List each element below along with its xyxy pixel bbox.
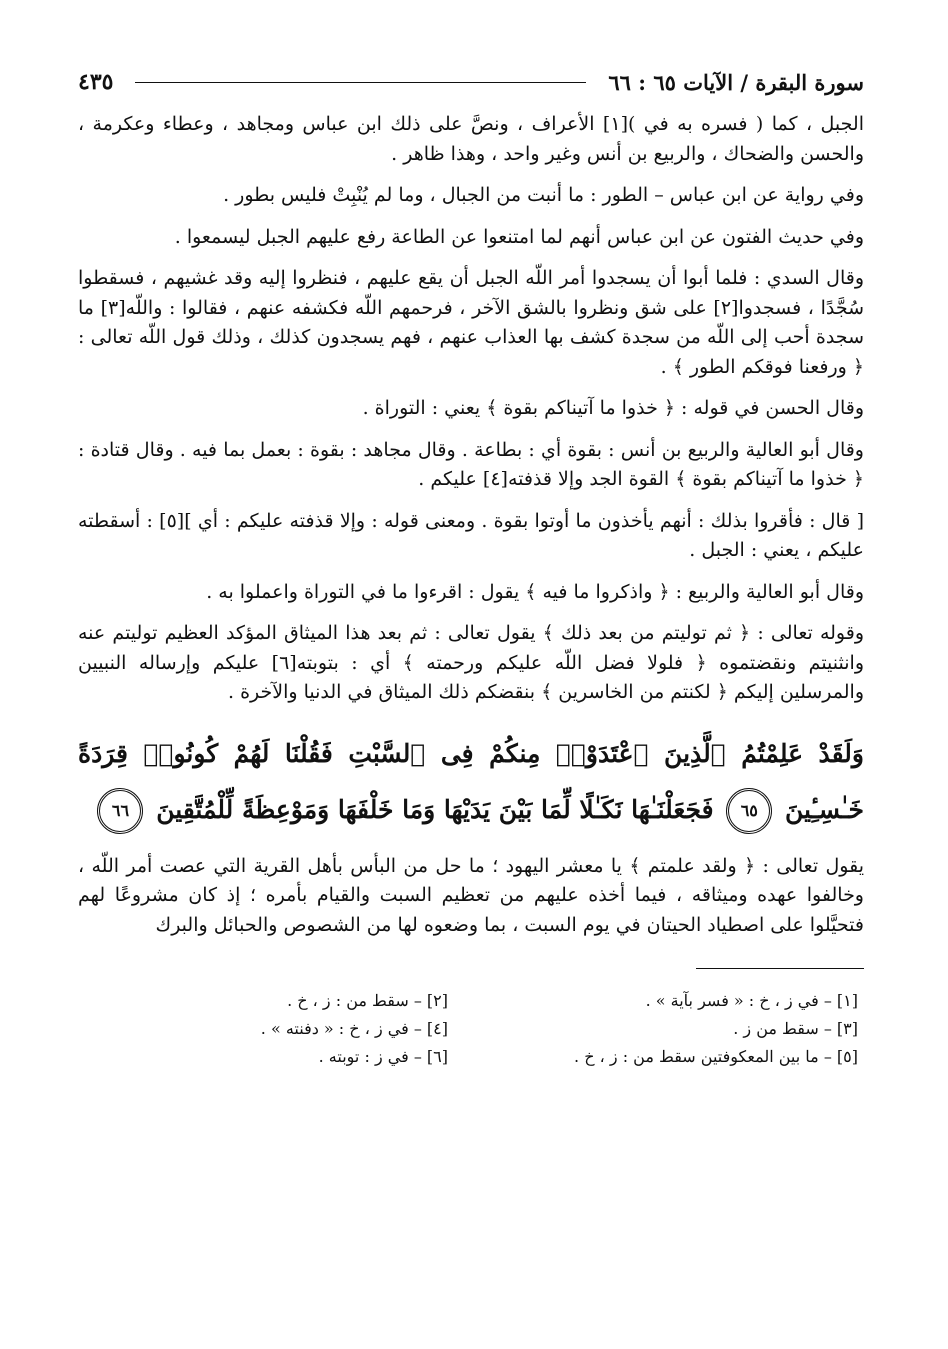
ayah-marker-65: ٦٥: [726, 788, 772, 834]
paragraph-2: وفي رواية عن ابن عباس – الطور : ما أنبت من الجبال ، وما لم يُنْبِتْ فليس بطور .: [223, 184, 864, 206]
footnote-4: [٤] – في ز ، خ : « دفنته » .: [260, 1019, 448, 1038]
paragraph-9: وقوله تعالى : ﴿ ثم توليتم من بعد ذلك ﴾ يقول تعالى : ثم بعد هذا الميثاق المؤكد العظيم توليتم عنه وانثنيتم ونقضتموه ﴿ فلولا فضل اللّه عليكم ورحمته ﴾ أي : بتوبته[٦] عليكم وإرساله النبيين والمرسلين إليكم ﴿ لكنتم من الخاسرين ﴾ بنقضكم ذلك الميثاق في الدنيا والآخرة .: [78, 622, 864, 703]
verse-65-text: وَلَقَدْ عَلِمْتُمُ ٱلَّذِينَ ٱعْتَدَوْا۟ مِنكُمْ فِى ٱلسَّبْتِ فَقُلْنَا لَهُمْ كُونُوا۟ قِرَدَةً خَـٰسِـِٔينَ: [78, 738, 864, 824]
paragraph-8: وقال أبو العالية والربيع : ﴿ واذكروا ما فيه ﴾ يقول : اقرءوا ما في التوراة واعملوا به .: [206, 580, 864, 603]
footnote-separator: [696, 968, 864, 969]
paragraph-5: وقال الحسن في قوله : ﴿ خذوا ما آتيناكم بقوة ﴾ يعني : التوراة .: [362, 397, 864, 419]
paragraph-7: [ قال : فأقروا بذلك : أنهم يأخذون ما أوتوا بقوة . ومعنى قوله : وإلا قذفته عليكم : أي ][٥] : أسقطته عليكم ، يعني : الجبل .: [78, 509, 864, 561]
footnote-3: [٣] – سقط من ز .: [733, 1019, 858, 1038]
page-number: ٤٣٥: [78, 69, 114, 95]
body-text: [78, 110, 864, 708]
quran-verses: [78, 726, 864, 838]
paragraph-3: وفي حديث الفتون عن ابن عباس أنهم لما امتنعوا عن الطاعة رفع عليهم الجبل ليسمعوا .: [174, 225, 864, 248]
footnote-2: [٢] – سقط من : ز ، خ .: [287, 991, 448, 1010]
paragraph-1: الجبل ، كما ( فسره به في )[١] الأعراف ، ونصَّ على ذلك ابن عباس ومجاهد ، وعطاء وعكرمة ، والحسن والضحاك ، والربيع بن أنس وغير واحد ، وهذا ظاهر .: [78, 113, 864, 165]
tafsir-paragraph: يقول تعالى : ﴿ ولقد علمتم ﴾ يا معشر اليهود ؛ ما حل من البأس بأهل القرية التي عصت أمر اللّه ، وخالفوا عهده وميثاقه ، فيما أخذه عليهم من تعظيم السبت والقيام بأمره ؛ إذ كان مشروعًا لهم فتحيَّلوا على اصطياد الحيتان في يوم السبت ، بما وضعوه لها من الشصوص والحبائل والبرك: [78, 854, 864, 936]
ayah-marker-66: ٦٦: [97, 788, 143, 834]
verse-66-text: فَجَعَلْنَـٰهَا نَكَـٰلًا لِّمَا بَيْنَ يَدَيْهَا وَمَا خَلْفَهَا وَمَوْعِظَةً لِّلْمُتَّقِينَ: [156, 794, 714, 824]
paragraph-6: وقال أبو العالية والربيع بن أنس : بقوة أي : بطاعة . وقال مجاهد : بقوة : بعمل بما فيه . وقال قتادة : ﴿ خذوا ما آتيناكم بقوة ﴾ القوة الجد وإلا قذفته[٤] عليكم .: [78, 438, 864, 490]
running-header: [78, 62, 864, 102]
footnote-6: [٦] – في ز : توبته .: [318, 1047, 448, 1066]
header-rule: [135, 82, 586, 83]
footnote-5: [٥] – ما بين المعكوفتين سقط من : ز ، خ .: [574, 1047, 858, 1066]
paragraph-4: وقال السدي : فلما أبوا أن يسجدوا أمر اللّه الجبل أن يقع عليهم ، فنظروا إليه وقد غشيهم ، فسقطوا سُجَّدًا ، فسجدوا[٢] على شق ونظروا بالشق الآخر ، فرحمهم اللّه فكشفه عنهم ، فقالوا : واللّه[٣] ما سجدة أحب إلى اللّه من سجدة كشف بها العذاب عنهم ، فهم يسجدون كذلك ، وذلك قول اللّه تعالى : ﴿ ورفعنا فوقكم الطور ﴾ .: [78, 267, 865, 378]
footnotes: [78, 989, 864, 1069]
surah-title: سورة البقرة / الآيات ٦٥ : ٦٦: [608, 69, 864, 95]
footnote-1: [١] – في ز ، خ : « فسر بآية » .: [645, 991, 858, 1010]
